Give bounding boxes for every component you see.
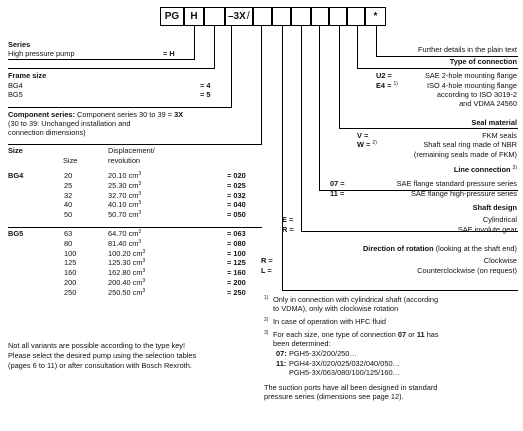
displacement-number: 20.10 <box>108 171 127 180</box>
code-box-series: –3X/ <box>225 7 253 26</box>
displacement-header-2: revolution <box>108 156 141 165</box>
code-box-details: * <box>365 7 386 26</box>
displacement-unit-exponent: 3 <box>138 190 142 197</box>
size-group-divider <box>8 227 262 228</box>
code-box-rotation <box>311 7 329 26</box>
displacement-unit: cm <box>128 190 139 200</box>
displacement-unit-exponent: 3 <box>138 171 142 177</box>
note-line-3: (pages 6 to 11) or after consultation with Bosch Rexroth. <box>8 361 192 370</box>
size-code: = 250 <box>227 287 246 297</box>
rotation-text-l: Counterclockwise (on request) <box>417 266 517 275</box>
displacement-unit-exponent: 3 <box>138 200 142 207</box>
displacement-unit-exponent: 3 <box>142 248 146 255</box>
connection-text-e4-1: ISO 4-hole mounting flange <box>427 81 517 90</box>
displacement-number: 200.40 <box>108 278 131 287</box>
displacement-unit: cm <box>132 287 143 297</box>
suction-note-line-1: The suction ports have all been designed in standard <box>264 383 438 392</box>
size-value: 125 <box>64 258 77 268</box>
displacement-value <box>108 211 141 220</box>
displacement-number: 125.30 <box>108 258 131 268</box>
frame-code-1: = 5 <box>200 90 211 99</box>
suction-note-line-2: pressure series (dimensions see page 12). <box>264 392 404 401</box>
displacement-value <box>108 279 145 288</box>
displacement-unit-exponent: 3 <box>138 229 142 235</box>
size-code: = 160 <box>227 268 246 278</box>
footnote-3-code-07: 07: <box>276 349 287 358</box>
line-heading: Line connection $^{3)}$ <box>453 165 517 174</box>
displacement-unit-exponent: 3 <box>142 258 146 265</box>
rotation-text-r: Clockwise <box>483 256 517 265</box>
size-value: 25 <box>64 180 73 190</box>
displacement-unit: cm <box>132 248 143 258</box>
rotation-heading: Direction of rotation (looking at the shaft end) <box>362 244 517 253</box>
displacement-value <box>108 182 141 191</box>
size-value: 20 <box>64 171 73 180</box>
displacement-unit: cm <box>132 268 143 278</box>
code-box-frame <box>204 7 225 26</box>
displacement-unit-exponent: 3 <box>142 287 146 294</box>
footnote-3-marker: 3) <box>264 330 269 336</box>
displacement-header-1: Displacement/ <box>108 146 155 155</box>
size-value: 40 <box>64 200 73 210</box>
code-box-size <box>253 7 272 26</box>
size-group-label: BG4 <box>8 171 24 180</box>
displacement-number: 100.20 <box>108 248 131 258</box>
line-text-07: SAE flange standard pressure series <box>396 179 517 188</box>
line-code-07: 07 = <box>330 179 345 188</box>
size-code: = 025 <box>227 180 246 190</box>
size-code: = 032 <box>227 190 246 200</box>
series-label: High pressure pump <box>8 49 75 58</box>
size-value: 200 <box>64 278 77 287</box>
size-group-label: BG5 <box>8 229 24 238</box>
displacement-value <box>108 269 145 278</box>
footnote-3-text-07: PGH5-3X/200/250… <box>289 349 357 358</box>
component-line-2: (30 to 39: Unchanged installation and <box>8 119 131 128</box>
displacement-value <box>108 240 141 249</box>
seal-text-w-2: (remaining seals made of FKM) <box>413 150 517 159</box>
connection-text-e4-2: according to ISO 3019-2 <box>436 90 517 99</box>
footnote-3-text-11-1: PGH4-3X/020/025/032/040/050… <box>289 359 400 368</box>
code-box-h: H <box>184 7 204 26</box>
displacement-unit-exponent: 3 <box>138 180 142 187</box>
connection-code-u2: U2 = <box>376 71 392 80</box>
footnote-3-line-2: been determined: <box>273 339 331 348</box>
frame-label-0: BG4 <box>8 81 23 90</box>
displacement-number: 25.30 <box>108 180 127 190</box>
size-code: = 200 <box>227 278 246 287</box>
connection-text-u2: SAE 2-hole mounting flange <box>424 71 517 80</box>
size-heading: Size <box>8 146 23 155</box>
size-value: 32 <box>64 190 73 200</box>
displacement-number: 32.70 <box>108 190 127 200</box>
size-code: = 080 <box>227 238 246 248</box>
size-column-header: Size <box>63 156 78 165</box>
displacement-value <box>108 289 145 298</box>
seal-heading: Seal material <box>471 118 517 127</box>
seal-text-w-1: Shaft seal ring made of NBR <box>423 140 517 149</box>
shaft-text-e: Cylindrical <box>482 215 517 224</box>
footnote-3-line-1: For each size, one type of connection 07 or 11 has <box>273 330 439 339</box>
component-line-1: Component series: Component series 30 to 39 = 3X <box>8 110 184 119</box>
code-box-seal <box>329 7 347 26</box>
seal-text-v: FKM seals <box>482 131 517 140</box>
size-value: 63 <box>64 229 73 238</box>
connection-code-e4: E4 = $^{1)}$ <box>376 81 398 90</box>
series-code: = H <box>163 49 175 58</box>
connection-text-e4-3: and VDMA 24560 <box>459 99 517 108</box>
further-details-text: Further details in the plain text <box>417 45 517 54</box>
displacement-value <box>108 259 145 268</box>
footnote-3-text-11-2: PGH5-3X/063/080/100/125/160… <box>289 368 400 377</box>
displacement-number: 250.50 <box>108 287 131 297</box>
size-code: = 020 <box>227 171 246 180</box>
note-line-2: Please select the desired pump using the selection tables <box>8 351 197 360</box>
displacement-number: 40.10 <box>108 200 127 210</box>
size-code: = 125 <box>227 258 246 268</box>
footnote-2-line-1: In case of operation with HFC fluid <box>273 317 386 326</box>
series-heading: Series <box>8 40 31 49</box>
line-text-11: SAE flange high-pressure series <box>411 189 517 198</box>
displacement-unit: cm <box>132 278 143 287</box>
line-code-11: 11 = <box>330 189 345 198</box>
displacement-number: 81.40 <box>108 238 127 248</box>
code-box-line <box>291 7 311 26</box>
displacement-unit: cm <box>128 200 139 210</box>
footnote-2-marker: 2) <box>264 317 269 323</box>
displacement-number: 50.70 <box>108 210 127 220</box>
displacement-value <box>108 192 141 201</box>
component-line-3: connection dimensions) <box>8 128 86 137</box>
code-box-connection <box>347 7 365 26</box>
size-code: = 040 <box>227 200 246 210</box>
displacement-value <box>108 250 145 259</box>
shaft-code-e: E = <box>282 215 294 224</box>
displacement-unit: cm <box>128 180 139 190</box>
rotation-code-r: R = <box>261 256 273 265</box>
size-code: = 100 <box>227 248 246 258</box>
size-value: 160 <box>64 268 77 278</box>
seal-code-w: W = $^{2)}$ <box>357 140 377 149</box>
size-value: 50 <box>64 210 73 220</box>
connection-heading: Type of connection <box>449 57 517 66</box>
code-box-pg: PG <box>160 7 184 26</box>
frame-label-1: BG5 <box>8 90 23 99</box>
displacement-unit: cm <box>128 171 139 180</box>
size-value: 250 <box>64 287 77 297</box>
size-value: 80 <box>64 238 73 248</box>
displacement-value <box>108 172 141 181</box>
displacement-unit: cm <box>128 210 139 220</box>
frame-code-0: = 4 <box>200 81 211 90</box>
displacement-number: 162.80 <box>108 268 131 278</box>
rotation-code-l: L = <box>261 266 272 275</box>
footnote-1-marker: 1) <box>264 295 269 301</box>
note-line-1: Not all variants are possible according to the type key! <box>8 341 186 350</box>
displacement-unit: cm <box>128 238 139 248</box>
displacement-unit: cm <box>128 229 139 238</box>
displacement-unit: cm <box>132 258 143 268</box>
displacement-value <box>108 230 141 239</box>
footnote-1-line-1: Only in connection with cylindrical shaft (according <box>273 295 439 304</box>
footnote-1-line-2: to VDMA), only with clockwise rotation <box>273 304 399 313</box>
displacement-unit-exponent: 3 <box>138 210 142 217</box>
shaft-heading: Shaft design <box>472 203 517 212</box>
displacement-unit-exponent: 3 <box>138 238 142 245</box>
size-value: 100 <box>64 248 77 258</box>
shaft-code-r: R = <box>282 225 294 234</box>
size-code: = 050 <box>227 210 246 220</box>
seal-code-v: V = <box>357 131 369 140</box>
size-code: = 063 <box>227 229 246 238</box>
displacement-unit-exponent: 3 <box>142 278 146 284</box>
displacement-unit-exponent: 3 <box>142 268 146 275</box>
displacement-number: 64.70 <box>108 229 127 238</box>
code-box-shaft <box>272 7 291 26</box>
frame-heading: Frame size <box>8 71 47 80</box>
displacement-value <box>108 201 141 210</box>
shaft-text-r: SAE involute gear <box>457 225 517 234</box>
footnote-3-code-11: 11: <box>276 359 287 368</box>
